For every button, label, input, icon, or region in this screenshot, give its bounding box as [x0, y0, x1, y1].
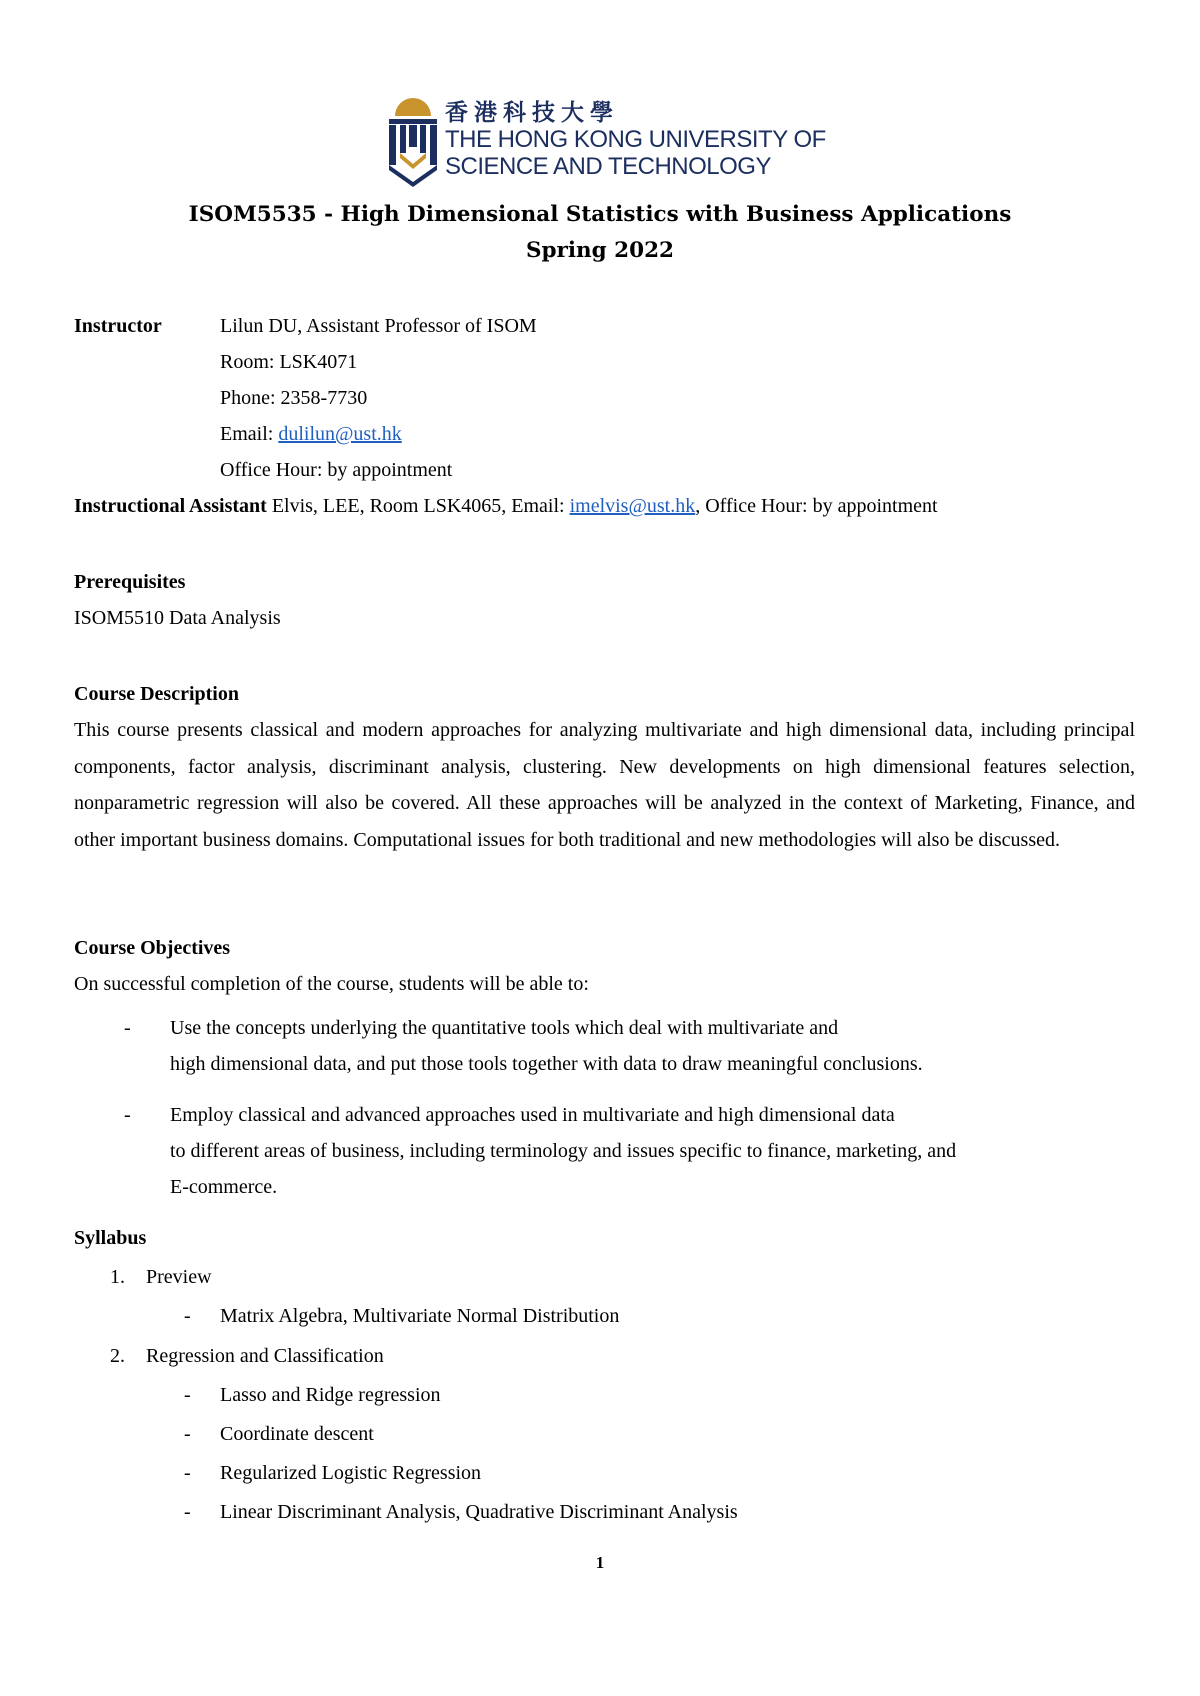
syllabus-section-title: Regression and Classification	[146, 1345, 384, 1367]
objectives-intro: On successful completion of the course, students will be able to:	[74, 973, 589, 995]
syllabus-section-title: Preview	[146, 1266, 212, 1288]
instructor-office-hour: Office Hour: by appointment	[220, 459, 453, 481]
syllabus-topic: Coordinate descent	[220, 1423, 374, 1445]
course-title: ISOM5535 - High Dimensional Statistics with Business Applications	[188, 202, 1012, 227]
objective-1-line-1: Use the concepts underlying the quantitative tools which deal with multivariate and	[170, 1017, 839, 1039]
prerequisites-heading: Prerequisites	[74, 571, 186, 593]
description-heading: Course Description	[74, 683, 239, 705]
assistant-line	[74, 488, 938, 524]
syllabus-topic: Lasso and Ridge regression	[220, 1384, 441, 1406]
logo-english-line-1: THE HONG KONG UNIVERSITY OF	[445, 126, 826, 153]
syllabus-topic-bullet: -	[184, 1462, 191, 1484]
assistant-details: Elvis, LEE, Room LSK4065, Email:	[266, 495, 570, 517]
prerequisites-text: ISOM5510 Data Analysis	[74, 607, 281, 629]
description-paragraph: This course presents classical and modern approaches for analyzing multivariate and high dimensional data, including principal components, factor analysis, discriminant analysis, clustering. New developments on high dimensional features selection, nonparametric regression will also be covered. All these approaches will be analyzed in the context of Marketing, Finance, and other important business domains. Computational issues for both traditional and new methodologies will also be discussed.	[74, 719, 1135, 851]
university-logo	[383, 98, 843, 188]
objective-bullet: -	[124, 1017, 131, 1039]
syllabus-topic-bullet: -	[184, 1305, 191, 1327]
syllabus-section-number: 1.	[110, 1266, 125, 1288]
instructor-room: Room: LSK4071	[220, 351, 358, 373]
instructor-phone: Phone: 2358-7730	[220, 387, 368, 409]
syllabus-section-number: 2.	[110, 1345, 125, 1367]
instructor-email-link[interactable]: dulilun@ust.hk	[278, 423, 402, 445]
syllabus-heading: Syllabus	[74, 1227, 147, 1249]
logo-english-line-2: SCIENCE AND TECHNOLOGY	[445, 153, 771, 180]
logo-chinese-name: 香港科技大學	[445, 99, 619, 125]
instructor-email-line	[220, 416, 402, 452]
objective-2-line-1: Employ classical and advanced approaches used in multivariate and high dimensional data	[170, 1104, 895, 1126]
assistant-label: Instructional Assistant	[74, 495, 267, 517]
page-number: 1	[595, 1553, 605, 1572]
instructor-name: Lilun DU, Assistant Professor of ISOM	[220, 315, 537, 337]
assistant-email-link[interactable]: imelvis@ust.hk	[569, 495, 696, 517]
course-term: Spring 2022	[525, 238, 675, 263]
objectives-heading: Course Objectives	[74, 937, 231, 959]
syllabus-topic-bullet: -	[184, 1384, 191, 1406]
syllabus-topic-bullet: -	[184, 1423, 191, 1445]
syllabus-topic: Regularized Logistic Regression	[220, 1462, 482, 1484]
objective-2-line-2: to different areas of business, including terminology and issues specific to finance, marketing, and	[170, 1140, 957, 1162]
instructor-label: Instructor	[74, 315, 162, 337]
instructor-email-prefix: Email:	[220, 423, 279, 445]
objective-2-line-3: E-commerce.	[170, 1176, 278, 1198]
syllabus-topic-bullet: -	[184, 1501, 191, 1523]
objective-1-line-2: high dimensional data, and put those tools together with data to draw meaningful conclusions.	[170, 1053, 923, 1075]
assistant-office-hour: , Office Hour: by appointment	[695, 495, 938, 517]
syllabus-topic: Linear Discriminant Analysis, Quadrative Discriminant Analysis	[220, 1501, 738, 1523]
university-emblem-icon	[383, 98, 443, 188]
objective-bullet: -	[124, 1104, 131, 1126]
logo-wordmark	[445, 98, 826, 180]
syllabus-topic: Matrix Algebra, Multivariate Normal Distribution	[220, 1305, 620, 1327]
